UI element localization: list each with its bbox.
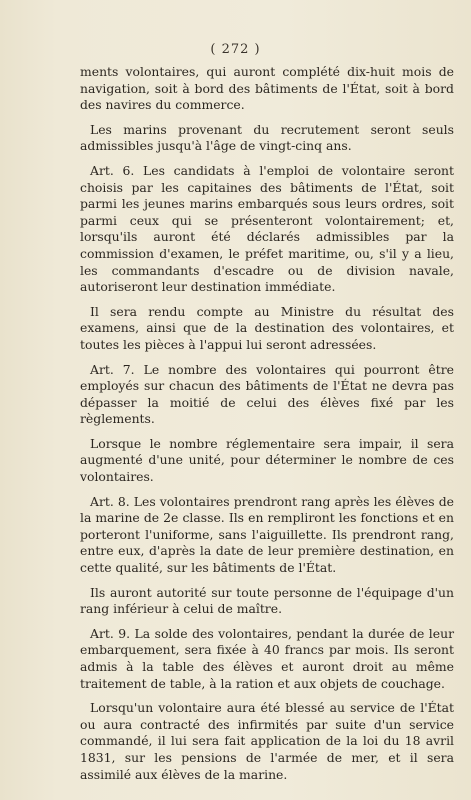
paragraph-article-7: Art. 7. Le nombre des volontaires qui pourront être employés sur chacun des bâtiments de l'État ne devra pas dépasser la moitié de celui des élèves fixé par les règlements.: [80, 361, 454, 427]
page-body: [80, 64, 454, 791]
paragraph-odd-number: Lorsque le nombre réglementaire sera impair, il sera augmenté d'une unité, pour déterminer le nombre de ces volontaires.: [80, 435, 454, 485]
paragraph-injury-pension: Lorsqu'un volontaire aura été blessé au service de l'État ou aura contracté des infirmités par suite d'un service commandé, il lui sera fait application de la loi du 18 avril 1831, sur les pensions de l'armée de mer, et il sera assimilé aux élèves de la marine.: [80, 700, 454, 782]
paragraph-report-minister: Il sera rendu compte au Ministre du résultat des examens, ainsi que de la destination des volontaires, et toutes les pièces à l'appui lui seront adressées.: [80, 303, 454, 352]
paragraph-recruitment-age: Les marins provenant du recrutement seront seuls admissibles jusqu'à l'âge de vingt-cinq ans.: [80, 121, 454, 154]
paragraph-article-8: Art. 8. Les volontaires prendront rang après les élèves de la marine de 2e classe. Ils en rempliront les fonctions et en porteront l'uniforme, sans l'aiguillette. Ils prendront rang, entre eux, d'après la date de leur première destination, en cette qualité, sur les bâtiments de l'État.: [80, 493, 454, 576]
paragraph-authority: Ils auront autorité sur toute personne de l'équipage d'un rang inférieur à celui de maître.: [80, 584, 454, 617]
paragraph-continuation: ments volontaires, qui auront complété dix-huit mois de navigation, soit à bord des bâtiments de l'État, soit à bord des navires du commerce.: [80, 64, 454, 113]
paragraph-article-9: Art. 9. La solde des volontaires, pendant la durée de leur embarquement, sera fixée à 40 francs par mois. Ils seront admis à la table des élèves et auront droit au même traitement de table, à la ration et aux objets de couchage.: [80, 625, 454, 691]
page-number: ( 272 ): [210, 42, 261, 57]
paragraph-article-6: Art. 6. Les candidats à l'emploi de volontaire seront choisis par les capitaines des bâtiments de l'État, soit parmi les jeunes marins embarqués sous leurs ordres, soit parmi ceux qui se présenteront volontairement; et, lorsqu'ils auront été déclarés admissibles par la commission d'examen, le préfet maritime, ou, s'il y a lieu, les commandants d'escadre ou de division navale, autoriseront leur destination immédiate.: [80, 162, 454, 295]
